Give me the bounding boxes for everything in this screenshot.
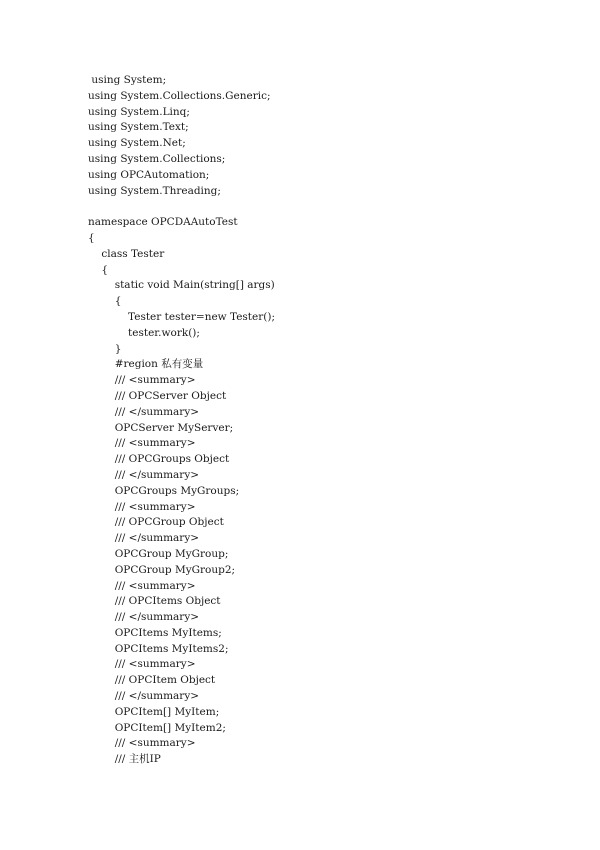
code-line <box>88 199 275 215</box>
code-line: OPCItems MyItems; <box>88 626 222 639</box>
code-line: /// </summary> <box>88 468 200 481</box>
code-line: using OPCAutomation; <box>88 168 210 181</box>
code-line: } <box>88 342 122 355</box>
code-line: /// <summary> <box>88 437 196 450</box>
code-line: { <box>88 231 95 244</box>
code-line: /// OPCGroups Object <box>88 453 230 466</box>
code-line: { <box>88 263 109 276</box>
code-line: using System.Collections; <box>88 152 226 165</box>
code-line: /// <summary> <box>88 500 196 513</box>
code-line: static void Main(string[] args) <box>88 279 275 292</box>
code-line: class Tester <box>88 247 165 260</box>
code-line: /// </summary> <box>88 611 200 624</box>
code-line: OPCServer MyServer; <box>88 421 234 434</box>
code-line: /// </summary> <box>88 690 200 703</box>
code-line: /// <summary> <box>88 658 196 671</box>
code-line: /// <summary> <box>88 579 196 592</box>
code-line: /// </summary> <box>88 532 200 545</box>
code-line: /// OPCItems Object <box>88 595 221 608</box>
code-line: OPCGroup MyGroup; <box>88 547 229 560</box>
code-line: /// 主机IP <box>88 753 161 766</box>
code-line: /// OPCGroup Object <box>88 516 224 529</box>
code-line: /// OPCServer Object <box>88 389 227 402</box>
code-line: /// <summary> <box>88 374 196 387</box>
code-line: /// <summary> <box>88 737 196 750</box>
code-line: using System.Threading; <box>88 184 221 197</box>
code-line: /// </summary> <box>88 405 200 418</box>
code-line: OPCItems MyItems2; <box>88 642 229 655</box>
code-line: { <box>88 295 122 308</box>
code-line: OPCGroups MyGroups; <box>88 484 240 497</box>
code-line: OPCItem[] MyItem2; <box>88 721 226 734</box>
code-line: using System.Linq; <box>88 105 190 118</box>
code-line: #region 私有变量 <box>88 358 204 371</box>
code-line: OPCItem[] MyItem; <box>88 705 220 718</box>
code-line: Tester tester=new Tester(); <box>88 310 275 323</box>
code-line: using System.Collections.Generic; <box>88 89 271 102</box>
code-line: namespace OPCDAAutoTest <box>88 216 238 229</box>
code-line: tester.work(); <box>88 326 200 339</box>
code-line: OPCGroup MyGroup2; <box>88 563 236 576</box>
code-listing <box>88 73 275 768</box>
code-line: using System.Text; <box>88 121 189 134</box>
code-line: using System; <box>88 74 167 86</box>
code-line: using System.Net; <box>88 137 186 150</box>
code-line: /// OPCItem Object <box>88 674 216 687</box>
